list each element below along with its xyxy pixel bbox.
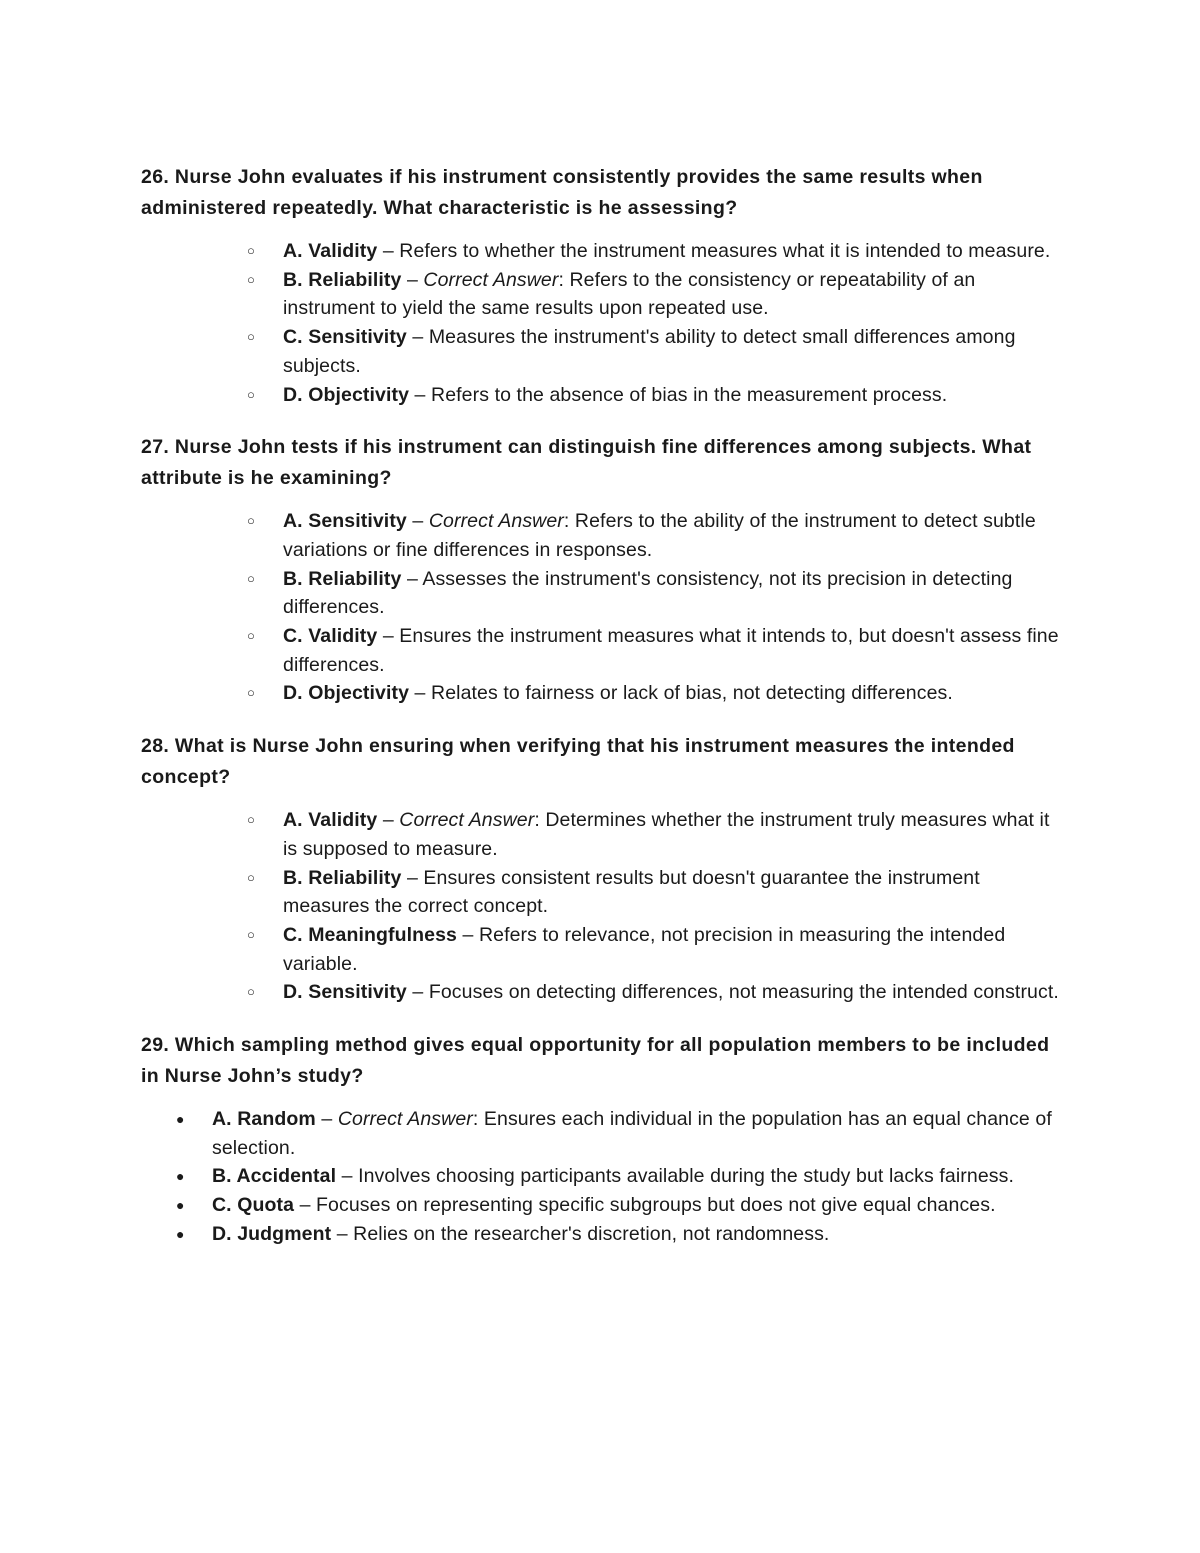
option-separator: – [331, 1222, 354, 1245]
option-separator: – [377, 625, 400, 648]
disc-bullet-icon: ● [176, 1111, 185, 1128]
correct-answer-tag: Correct Answer [337, 1108, 473, 1131]
option-separator: – [315, 1108, 338, 1131]
option-list [141, 1105, 1061, 1249]
option-item [141, 1191, 1061, 1220]
question-text: 29. Which sampling method gives equal opportunity for all population members to be included in Nurse John’s study? [141, 1034, 1050, 1088]
option-item [141, 1220, 1061, 1249]
option-text: Refers to relevance, not precision in measuring the intended variable. [283, 923, 1006, 975]
option-item [141, 1105, 1061, 1162]
option-label: D. Sensitivity [283, 981, 407, 1004]
option-item [141, 921, 1061, 978]
option-item [141, 679, 1061, 708]
option-list [141, 507, 1061, 708]
circle-bullet-icon: ○ [247, 329, 255, 345]
option-separator: – [406, 981, 429, 1004]
option-item [141, 266, 1061, 323]
option-separator: – [409, 383, 432, 406]
option-text: Relates to fairness or lack of bias, not detecting differences. [431, 682, 953, 705]
option-separator: – [401, 567, 423, 590]
question-text: 26. Nurse John evaluates if his instrument consistently provides the same results when administered repeatedly. What characteristic is he assessing? [141, 166, 983, 219]
option-label: A. Validity [283, 240, 378, 262]
option-item [141, 806, 1061, 863]
option-label: B. Reliability [283, 268, 402, 291]
option-separator: – [406, 510, 429, 533]
correct-answer-tag: Correct Answer [399, 809, 535, 832]
circle-bullet-icon: ○ [247, 628, 255, 644]
option-separator: – [401, 866, 424, 889]
option-text: : Refers to the consistency or repeatability of an instrument to yield the same results upon repeated use. [283, 268, 976, 320]
option-label: B. Accidental [212, 1165, 337, 1188]
option-label: A. Sensitivity [283, 510, 407, 533]
option-item [141, 565, 1061, 622]
question-26 [141, 162, 1061, 409]
option-label: A. Validity [283, 809, 378, 832]
option-label: B. Reliability [283, 567, 402, 590]
option-list [141, 806, 1061, 1007]
option-text: Focuses on representing specific subgroups but does not give equal chances. [316, 1194, 996, 1217]
option-label: D. Judgment [212, 1222, 332, 1245]
option-label: C. Sensitivity [283, 326, 407, 349]
option-label: D. Objectivity [283, 383, 410, 406]
option-text: Ensures the instrument measures what it intends to, but doesn't assess fine differences. [283, 625, 1059, 676]
option-item [141, 237, 1061, 266]
option-item [141, 507, 1061, 564]
option-separator: – [406, 326, 429, 349]
option-item [141, 978, 1061, 1007]
option-separator: – [401, 268, 424, 291]
option-label: A. Random [212, 1108, 316, 1131]
option-separator: – [456, 923, 479, 946]
disc-bullet-icon: ● [176, 1225, 185, 1242]
option-label: C. Meaningfulness [283, 923, 457, 946]
option-text: Involves choosing participants available during the study but lacks fairness. [358, 1165, 1014, 1188]
circle-bullet-icon: ○ [247, 926, 255, 942]
disc-bullet-icon: ● [176, 1197, 185, 1214]
option-text: Ensures consistent results but doesn't guarantee the instrument measures the correct concept. [283, 866, 980, 918]
circle-bullet-icon: ○ [247, 513, 255, 529]
option-text: Assesses the instrument's consistency, not its precision in detecting differences. [283, 567, 1013, 619]
circle-bullet-icon: ○ [247, 812, 255, 828]
correct-answer-tag: Correct Answer [428, 510, 564, 533]
question-text: 27. Nurse John tests if his instrument can distinguish fine differences among subjects. What attribute is he examining? [141, 436, 1032, 490]
option-text: : Determines whether the instrument truly measures what it is supposed to measure. [283, 809, 1050, 860]
option-separator: – [294, 1194, 317, 1217]
option-item [141, 381, 1061, 410]
option-separator: – [377, 240, 400, 262]
circle-bullet-icon: ○ [247, 685, 255, 701]
question-text: 28. What is Nurse John ensuring when verifying that his instrument measures the intended concept? [141, 735, 1015, 789]
option-label: B. Reliability [283, 866, 402, 889]
option-label: C. Validity [283, 625, 378, 648]
option-text: Relies on the researcher's discretion, not randomness. [353, 1222, 830, 1245]
option-label: C. Quota [212, 1194, 295, 1217]
option-label: D. Objectivity [283, 682, 410, 705]
disc-bullet-icon: ● [176, 1168, 185, 1185]
circle-bullet-icon: ○ [247, 984, 255, 1000]
option-text: : Ensures each individual in the population has an equal chance of selection. [212, 1108, 1052, 1159]
circle-bullet-icon: ○ [247, 386, 255, 402]
option-separator: – [336, 1165, 359, 1188]
option-list [141, 237, 1061, 409]
question-28 [141, 731, 1061, 1007]
question-27 [141, 432, 1061, 708]
circle-bullet-icon: ○ [247, 243, 255, 258]
document-page [141, 162, 1061, 1272]
question-29 [141, 1030, 1061, 1249]
circle-bullet-icon: ○ [247, 869, 255, 885]
option-item [141, 622, 1061, 679]
option-text: Refers to the absence of bias in the measurement process. [431, 383, 948, 406]
option-separator: – [377, 809, 400, 832]
circle-bullet-icon: ○ [247, 570, 255, 586]
option-separator: – [409, 682, 432, 705]
option-text: Refers to whether the instrument measures what it is intended to measure. [399, 240, 1051, 262]
option-text: : Refers to the ability of the instrument to detect subtle variations or fine differences in responses. [283, 510, 1036, 561]
option-text: Focuses on detecting differences, not measuring the intended construct. [428, 981, 1059, 1004]
option-text: Measures the instrument's ability to detect small differences among subjects. [283, 326, 1016, 377]
correct-answer-tag: Correct Answer [423, 268, 559, 291]
option-item [141, 323, 1061, 380]
option-item [141, 864, 1061, 921]
option-item [141, 1162, 1061, 1191]
circle-bullet-icon: ○ [247, 271, 255, 287]
